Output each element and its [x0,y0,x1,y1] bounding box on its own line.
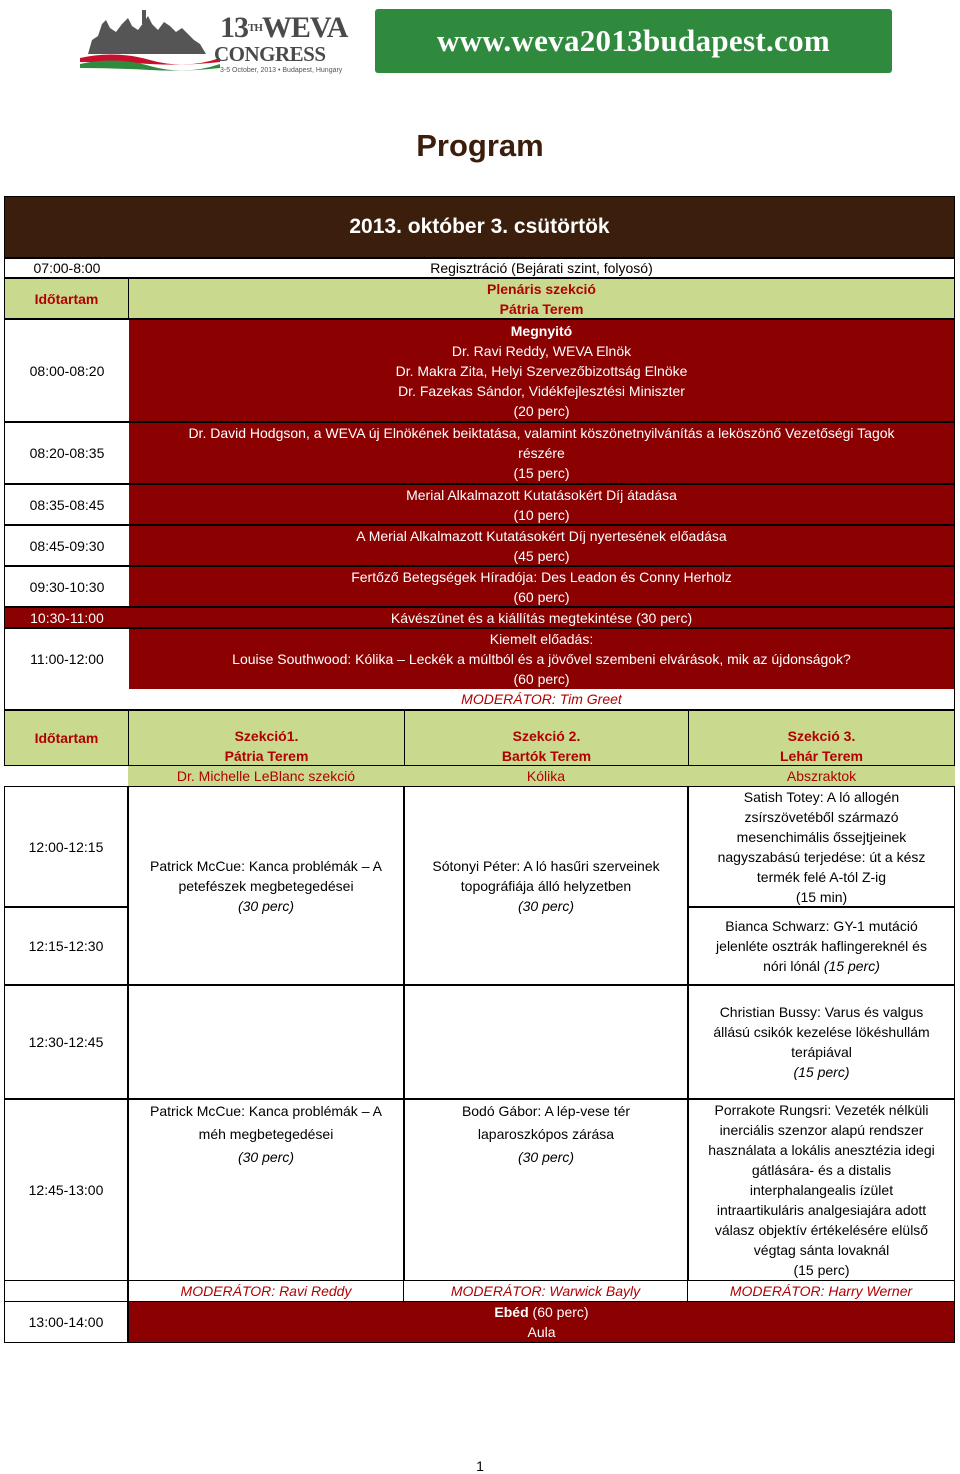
logo-weva-number: 13THWEVA [220,11,348,44]
moderator-session-3: MODERÁTOR: Harry Werner [688,1281,955,1301]
logo-congress: CONGRESS [214,42,326,66]
registration-text: Regisztráció (Bejárati szint, folyosó) [430,260,653,276]
talk-session-2-a: Sótonyi Péter: A ló hasűri szerveinek topográfiája álló helyzetben (30 perc) [404,786,688,985]
day-header-row [4,196,955,258]
flag-swoosh-icon [80,52,220,76]
duration-label: Időtartam [5,279,129,318]
moderator-session-2: MODERÁTOR: Warwick Bayly [404,1281,688,1301]
session-2-topic: Kólika [404,766,688,786]
plenary-header-row [4,278,955,319]
day-header: 2013. október 3. csütörtök [349,215,610,238]
herald-block: Fertőző Betegségek Híradója: Des Leadon és Conny Herholz (60 perc) [129,567,954,606]
session-3-header: Szekció 3. Lehár Terem [780,728,863,764]
award-block: Merial Alkalmazott Kutatásokért Díj átadása (10 perc) [129,485,954,524]
registration-row [4,258,955,278]
header-banner [80,6,892,78]
talk-session-3-a: Satish Totey: A ló allogén zsírszövetéből származó mesenchimális őssejtjeinek nagyszabású terjedése: út a kész termék felé A-tól Z-ig (15 min) [688,786,955,907]
opening-block: Megnyitó Dr. Ravi Reddy, WEVA Elnök Dr. Makra Zita, Helyi Szervezőbizottság Elnöke Dr. Fazekas Sándor, Vidékfejlesztési Miniszter (20 perc) [129,320,954,421]
keynote-row [4,628,955,710]
plenary-session-label: Plenáris szekció Pátria Terem [487,280,596,317]
time-cell: 12:15-12:30 [4,907,128,985]
session-2-header: Szekció 2. Bartók Terem [405,711,689,765]
empty-cell [4,1281,128,1301]
talk-session-3-b: Bianca Schwarz: GY-1 mutáció jelenléte osztrák haflingereknél és nóri lónál (15 perc) [688,907,955,985]
keynote-block: Kiemelt előadás: Louise Southwood: Kólika – Leckék a múltból és a jövővel szembeni elvárások, mik az újdonságok? (60 perc) [129,629,954,689]
time-cell: 12:30-12:45 [4,985,128,1099]
empty-cell [128,985,404,1099]
time-cell: 09:30-10:30 [29,578,105,595]
congress-logo [80,6,348,78]
time-cell: 11:00-12:00 [30,651,104,667]
page-title: Program [416,128,544,163]
time-cell: 08:20-08:35 [29,445,105,461]
hodgson-block: Dr. David Hodgson, a WEVA új Elnökének beiktatása, valamint köszönetnyilvánítás a leköszönő Vezetőségi Tagok részére (15 perc) [129,423,954,483]
time-cell: 08:35-08:45 [29,496,105,513]
time-cell: 08:45-09:30 [29,537,105,554]
logo-dates: 3-5 October, 2013 • Budapest, Hungary [220,67,343,74]
moderator-session-1: MODERÁTOR: Ravi Reddy [128,1281,404,1301]
talk-session-1-b: Patrick McCue: Kanca problémák – A méh megbetegedései (30 perc) [128,1099,404,1281]
time-cell: 07:00-8:00 [33,260,101,276]
time-cell: 10:30-11:00 [30,609,104,626]
session-topics-row [4,766,955,786]
hodgson-row [4,422,955,484]
talk-session-3-d: Porrakote Rungsri: Vezeték nélküli inerciális szenzor alapú rendszer használata a lokális anesztézia idegi gátlására- és a distalis interphalangealis ízület intraartikuláris analgesiajára adott válasz objektív értékelésére elülső végtag sánta lovaknál (15 perc) [688,1099,955,1281]
talk-session-3-c: Christian Bussy: Varus és valgus állású csikók kezelése lökéshullám terápiával (15 perc) [688,985,955,1099]
time-cell: 12:45-13:00 [4,1099,128,1281]
lunch-block: Ebéd (60 perc) Aula [128,1301,955,1343]
talk-session-2-b: Bodó Gábor: A lép-vese tér laparoszkópos zárása (30 perc) [404,1099,688,1281]
sessions-header-row [4,710,955,766]
winner-block: A Merial Alkalmazott Kutatásokért Díj nyertesének előadása (45 perc) [129,526,954,565]
coffee-row [4,607,955,628]
coffee-block: Kávészünet és a kiállítás megtekintése (30 perc) [390,609,693,626]
winner-row [4,525,955,566]
herald-row [4,566,955,607]
time-cell: 08:00-08:20 [29,362,105,379]
award-row [4,484,955,525]
website-url[interactable]: www.weva2013budapest.com [375,9,892,73]
time-cell: 12:00-12:15 [4,786,128,907]
session-1-topic: Dr. Michelle LeBlanc szekció [128,766,404,786]
opening-row [4,319,955,422]
session-1-header: Szekció1. Pátria Terem [129,711,405,765]
time-cell: 13:00-14:00 [4,1301,128,1343]
duration-label: Időtartam [5,711,129,765]
empty-cell [404,985,688,1099]
talk-session-1-a: Patrick McCue: Kanca problémák – A petefészek megbetegedései (30 perc) [128,786,404,985]
session-3-topic: Abszraktok [688,766,955,786]
keynote-moderator: MODERÁTOR: Tim Greet [461,691,622,707]
page-number: 1 [476,1458,484,1474]
